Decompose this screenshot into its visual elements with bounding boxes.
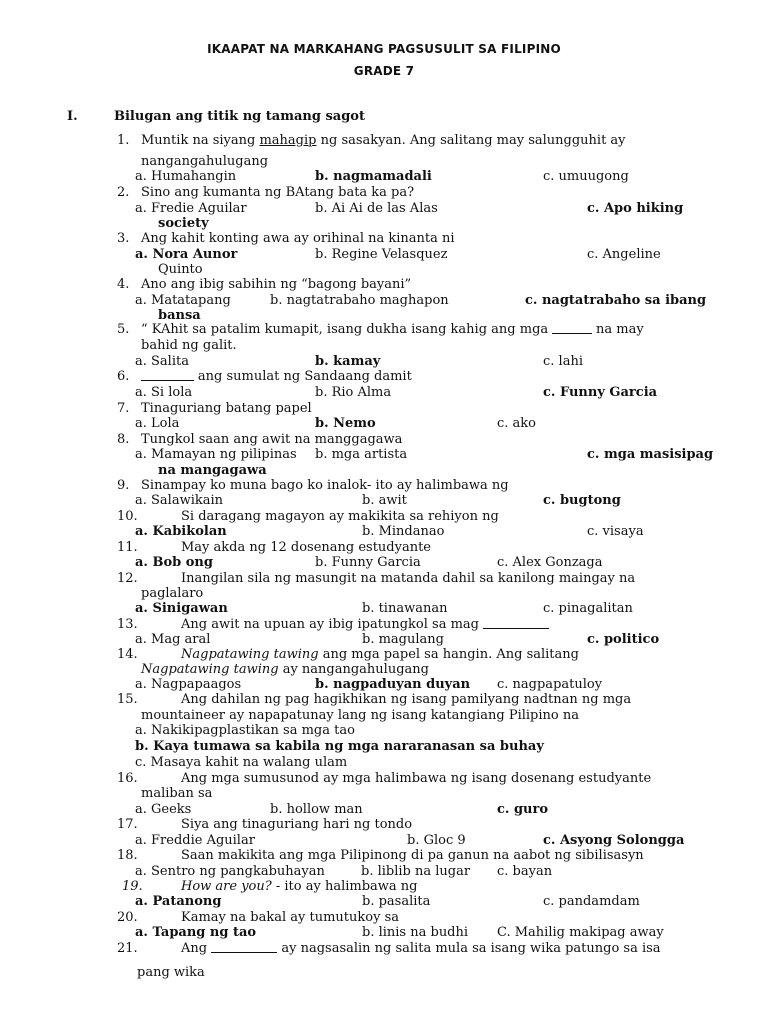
question-text [181,509,499,524]
question-number: 5. [117,322,130,337]
answer-choice-continuation: Quinto [158,262,203,277]
answer-blank [211,941,277,953]
question-number: 10. [117,509,138,524]
answer-blank [141,369,194,381]
question-text [181,540,431,555]
question-number: 9. [117,478,130,493]
grade-label: GRADE 7 [353,64,415,78]
question-text-part: Ang awit na upuan ay ibig ipatungkol sa mag [181,617,484,632]
answer-choice: a. Patanong [135,894,222,909]
question-text [141,277,411,292]
question-text [181,647,579,662]
question-text [181,848,644,863]
answer-choice: b. nagpaduyan duyan [315,677,471,692]
answer-choice: b. mga artista [315,447,408,462]
question-number: 11. [117,540,138,555]
answer-choice: b. Mindanao [362,524,445,539]
answer-choice: a. Bob ong [135,555,213,570]
question-number: 15. [117,692,138,707]
question-text [181,771,651,786]
answer-choice-continuation: society [158,216,209,231]
question-text [141,369,412,384]
answer-choice: b. Regine Velasquez [315,247,448,262]
answer-choice: a. Geeks [135,802,192,817]
answer-choice: a. Mag aral [135,632,211,647]
answer-choice: b. Gloc 9 [407,833,466,848]
answer-choice: c. Funny Garcia [543,385,658,400]
answer-choice: b. linis na budhi [362,925,469,940]
question-text-part: “ KAhit sa patalim kumapit, isang dukha isang kahig ang mga [141,322,553,337]
exam-title: IKAAPAT NA MARKAHANG PAGSUSULIT SA FILIPINO [207,42,561,56]
answer-choice-continuation: bansa [158,308,201,323]
answer-choice: b. magulang [362,632,444,647]
answer-choice: b. Kaya tumawa sa kabila ng mga nararanasan sa buhay [135,739,544,754]
answer-choice: a. Nagpapaagos [135,677,242,692]
question-text-part: Sinampay ko muna bago ko inalok- ito ay halimbawa ng [141,478,509,493]
answer-choice: c. bayan [497,864,553,879]
question-text [141,322,644,337]
question-number: 20. [117,910,138,925]
question-text-part: Ang dahilan ng pag hagikhikan ng isang pamilyang nadtnan ng mga [181,692,632,707]
question-text-part: How are you? [181,879,272,894]
answer-choice: c. Angeline [587,247,661,262]
answer-choice: b. Rio Alma [315,385,392,400]
question-number: 17. [117,817,138,832]
section-instruction: Bilugan ang titik ng tamang sagot [114,109,365,124]
answer-choice: a. Sinigawan [135,601,228,616]
question-text-continuation: mountaineer ay napapatunay lang ng isang katangiang Pilipino na [141,708,579,723]
question-text-part: ay nangangahulugang [278,662,429,677]
answer-choice: c. Masaya kahit na walang ulam [135,755,348,770]
question-number: 6. [117,369,130,384]
answer-choice: b. nagtatrabaho maghapon [270,293,449,308]
question-text-part: Sino ang kumanta ng BAtang bata ka pa? [141,185,415,200]
answer-choice: c. umuugong [543,169,629,184]
answer-choice: b. tinawanan [362,601,448,616]
answer-choice: a. Nora Aunor [135,247,238,262]
answer-choice: b. awit [362,493,407,508]
question-text [181,941,661,956]
answer-choice: a. Matatapang [135,293,231,308]
question-text-part: Ano ang ibig sabihin ng “bagong bayani” [141,277,412,292]
answer-choice: b. pasalita [362,894,431,909]
question-number: 2. [117,185,130,200]
question-text-part: Ang [181,941,212,956]
question-number: 21. [117,941,138,956]
answer-choice: a. Lola [135,416,180,431]
question-text [181,571,635,586]
answer-choice: a. Fredie Aguilar [135,201,247,216]
answer-choice: c. nagpapatuloy [497,677,603,692]
question-text [141,133,626,148]
question-text [141,185,414,200]
answer-choice: a. Salita [135,354,189,369]
answer-choice: c. pandamdam [543,894,640,909]
question-text-continuation: paglalaro [141,586,204,601]
section-number: I. [67,109,78,124]
question-number: 19. [122,879,143,894]
answer-choice: c. pinagalitan [543,601,633,616]
answer-choice: c. ako [497,416,536,431]
question-text-part: Ang mga sumusunod ay mga halimbawa ng isang dosenang estudyante [181,771,652,786]
answer-choice: a. Si lola [135,385,193,400]
question-number: 3. [117,231,130,246]
answer-choice: a. Sentro ng pangkabuhayan [135,864,325,879]
question-number: 12. [117,571,138,586]
answer-choice: a. Mamayan ng pilipinas [135,447,297,462]
question-text-continuation: bahid ng galit. [141,338,237,353]
question-text-part: Siya ang tinaguriang hari ng tondo [181,817,413,832]
answer-choice: c. politico [587,632,660,647]
answer-choice: a. Freddie Aguilar [135,833,255,848]
answer-choice: a. Kabikolan [135,524,227,539]
question-text-continuation: nangangahulugang [141,154,269,169]
question-text-part: - ito ay halimbawa ng [271,879,418,894]
question-text-part: Tinaguriang batang papel [141,401,312,416]
answer-choice: c. visaya [587,524,644,539]
answer-choice: b. liblib na lugar [361,864,471,879]
question-text [141,401,312,416]
answer-choice: a. Salawikain [135,493,224,508]
question-text-continuation [141,662,429,677]
question-text-part: Nagpatawing tawing [181,647,319,662]
question-text-part: ng sasakyan. Ang salitang may salungguhit ay [316,133,626,148]
question-number: 13. [117,617,138,632]
question-text-part: Muntik na siyang [141,133,260,148]
question-text-part: Ang kahit konting awa ay orihinal na kinanta ni [141,231,455,246]
answer-choice: b. Nemo [315,416,376,431]
question-text-part: mahagip [259,133,317,148]
answer-choice: b. hollow man [270,802,363,817]
answer-choice: c. nagtatrabaho sa ibang [525,293,707,308]
answer-choice: b. Ai Ai de las Alas [315,201,438,216]
question-text-continuation: pang wika [137,965,205,980]
question-text-part: na may [591,322,644,337]
question-number: 18. [117,848,138,863]
question-text-part: Tungkol saan ang awit na manggagawa [141,432,403,447]
answer-choice: c. mga masisipag [587,447,714,462]
question-text [141,231,455,246]
question-text-part: Nagpatawing tawing [141,662,279,677]
answer-choice: c. Asyong Solongga [543,833,685,848]
question-number: 16. [117,771,138,786]
answer-choice: a. Tapang ng tao [135,925,257,940]
answer-choice: b. Funny Garcia [315,555,421,570]
question-number: 14. [117,647,138,662]
question-text [141,478,509,493]
answer-choice: c. bugtong [543,493,621,508]
answer-blank [552,322,592,334]
answer-choice: a. Humahangin [135,169,237,184]
question-text [181,817,412,832]
question-number: 7. [117,401,130,416]
question-text-part: ay nagsasalin ng salita mula sa isang wika patungo sa isa [277,941,661,956]
answer-choice: b. kamay [315,354,381,369]
question-text-part: May akda ng 12 dosenang estudyante [181,540,432,555]
answer-blank [483,617,549,629]
question-text-part: ang sumulat ng Sandaang damit [193,369,412,384]
answer-choice: c. Apo hiking [587,201,684,216]
question-text [181,879,418,894]
question-text-part: Saan makikita ang mga Pilipinong di pa ganun na aabot ng sibilisasyn [181,848,644,863]
question-number: 8. [117,432,130,447]
question-text-continuation: maliban sa [141,786,213,801]
question-text-part: Si daragang magayon ay makikita sa rehiyon ng [181,509,499,524]
answer-choice: a. Nakikipagplastikan sa mga tao [135,723,355,738]
answer-choice-continuation: na mangagawa [158,463,267,478]
question-number: 1. [117,133,130,148]
answer-choice: c. Alex Gonzaga [497,555,603,570]
answer-choice: C. Mahilig makipag away [497,925,664,940]
answer-choice: b. nagmamadali [315,169,432,184]
question-text-part: ang mga papel sa hangin. Ang salitang [318,647,579,662]
question-text [181,692,631,707]
question-text [181,910,399,925]
question-number: 4. [117,277,130,292]
question-text-part: Kamay na bakal ay tumutukoy sa [181,910,399,925]
question-text-part: Inangilan sila ng masungit na matanda dahil sa kanilong maingay na [181,571,636,586]
answer-choice: c. guro [497,802,549,817]
question-text [181,617,549,632]
question-text [141,432,402,447]
answer-choice: c. lahi [543,354,583,369]
